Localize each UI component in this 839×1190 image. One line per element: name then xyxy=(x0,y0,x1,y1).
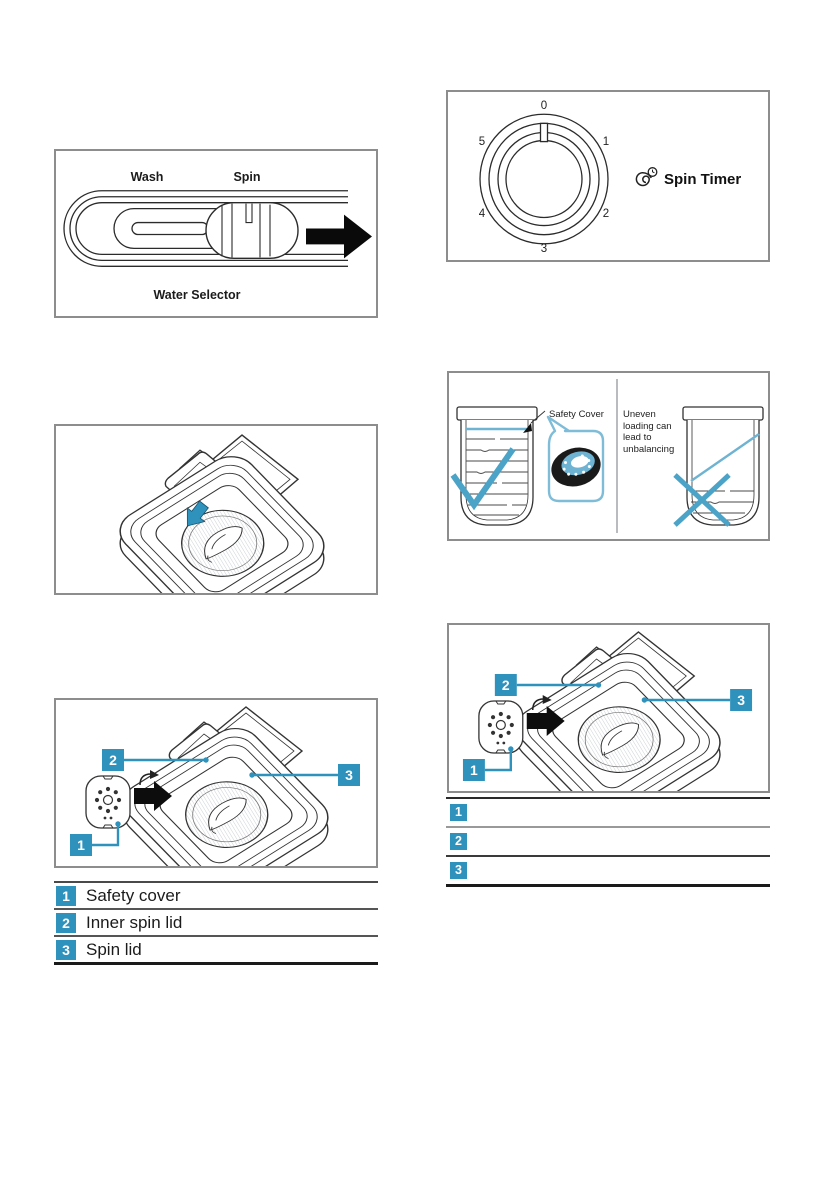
water-selector-caption: Water Selector xyxy=(153,288,241,302)
dial-pointer-mark xyxy=(541,123,548,141)
dial-number-2: 2 xyxy=(602,208,610,220)
uneven-loading-warning: Uneven loading can lead to unbalancing xyxy=(623,409,675,455)
spin-label: Spin xyxy=(233,170,261,184)
legend-label-3: Spin lid xyxy=(86,939,142,959)
dial-number-5: 5 xyxy=(478,136,486,148)
loading-drawing xyxy=(449,373,768,539)
legend-label-2: Inner spin lid xyxy=(86,912,183,932)
loading-balance-diagram xyxy=(447,371,770,541)
wash-label: Wash xyxy=(130,170,164,184)
uneven-load-tub xyxy=(675,407,763,525)
parts-table-row-1 xyxy=(446,799,770,828)
parts-table xyxy=(446,797,770,887)
safety-cover-bubble xyxy=(547,417,605,501)
safety-cover-label: Safety Cover xyxy=(549,409,604,420)
washer-open-drawing xyxy=(56,426,376,593)
legend-row-3 xyxy=(54,937,378,965)
legend-row-1 xyxy=(54,883,378,910)
direction-arrow xyxy=(306,215,372,259)
washer-parts-diagram-left xyxy=(54,698,378,868)
legend-num-3: 3 xyxy=(56,940,76,960)
water-selector-diagram xyxy=(54,149,378,318)
parts-table-row-3 xyxy=(446,857,770,887)
washer-open-diagram xyxy=(54,424,378,595)
parts-table-row-2 xyxy=(446,828,770,857)
dial-number-1: 1 xyxy=(602,136,610,148)
legend-num-1: 1 xyxy=(56,886,76,906)
legend-row-2 xyxy=(54,910,378,937)
dial-number-4: 4 xyxy=(478,208,486,220)
washer-parts-drawing-right xyxy=(449,625,768,791)
spin-timer-diagram xyxy=(446,90,770,262)
table-num-3: 3 xyxy=(450,862,467,879)
legend-num-2: 2 xyxy=(56,913,76,933)
legend-label-1: Safety cover xyxy=(86,885,181,905)
spin-clock-icon xyxy=(632,164,660,192)
spin-timer-label: Spin Timer xyxy=(664,171,742,188)
dial-number-3: 3 xyxy=(540,243,548,255)
parts-legend xyxy=(54,881,378,965)
even-load-tub xyxy=(453,407,545,525)
dial-number-0: 0 xyxy=(540,100,548,112)
washer-parts-drawing-left xyxy=(56,700,376,866)
table-num-2: 2 xyxy=(450,833,467,850)
table-num-1: 1 xyxy=(450,804,467,821)
washer-parts-diagram-right xyxy=(447,623,770,793)
